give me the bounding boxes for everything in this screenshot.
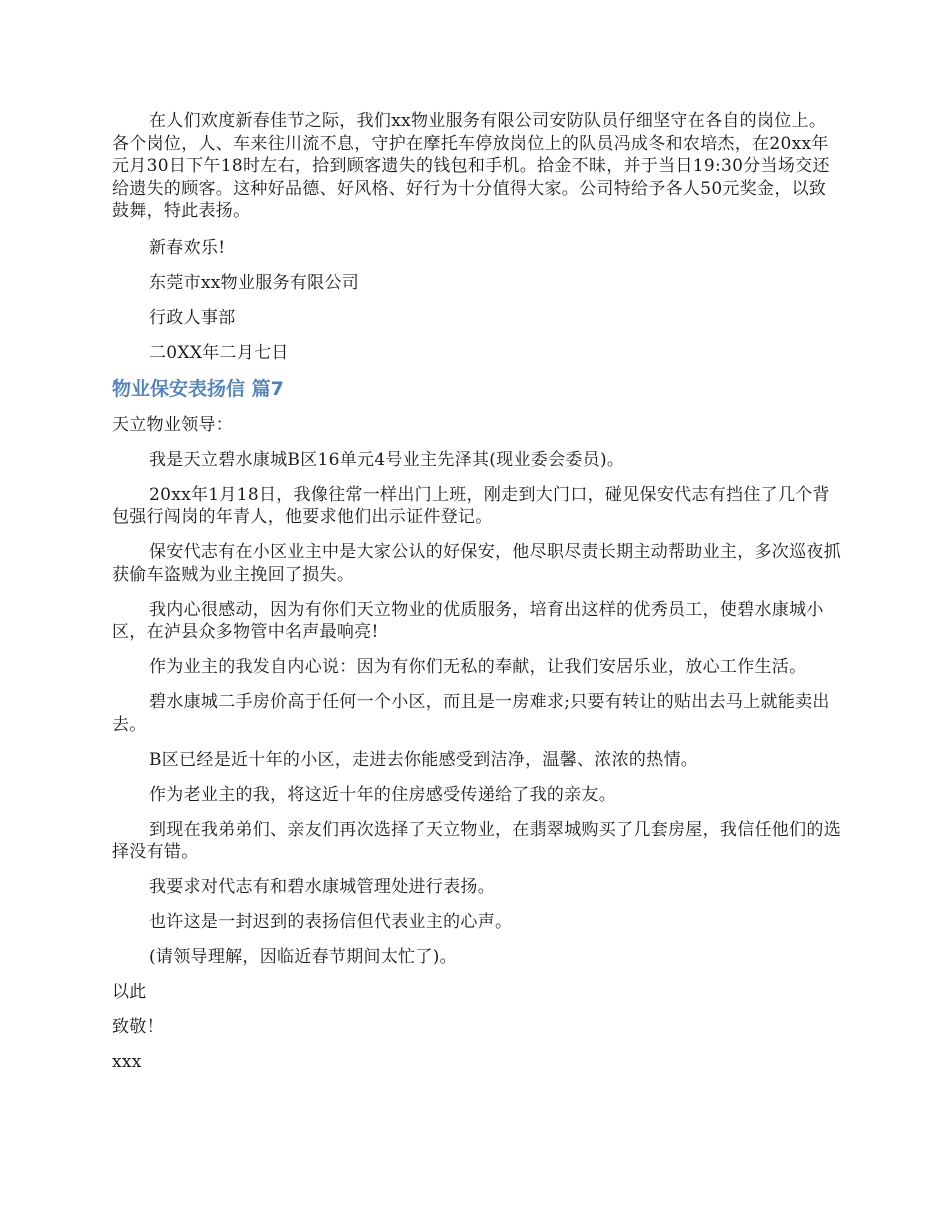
letter-paragraph: 作为业主的我发自内心说：因为有你们无私的奉献，让我们安居乐业，放心工作生活。 (149, 657, 807, 677)
document-page (112, 110, 842, 1086)
award-notice-paragraph: 在人们欢度新春佳节之际，我们xx物业服务有限公司安防队员仔细坚守在各自的岗位上。各个岗位，人、车来往川流不息，守护在摩托车停放岗位上的队员冯成冬和农培杰，在20xx年元月30日下午18时左右，拾到顾客遗失的钱包和手机。拾金不昧，并于当日19:30分当场交还给遗失的顾客。这种好品德、好风格、好行为十分值得大家。公司特给予各人50元奖金，以致鼓舞，特此表扬。 (112, 111, 830, 221)
greeting-line: 新春欢乐! (149, 237, 226, 258)
department-name: 行政人事部 (149, 307, 236, 328)
letter-paragraph: 也许这是一封迟到的表扬信但代表业主的心声。 (149, 912, 513, 932)
letter-paragraph: 到现在我弟弟们、亲友们再次选择了天立物业，在翡翠城购买了几套房屋，我信任他们的选择没有错。 (112, 819, 841, 862)
salute-line: 致敬！ (112, 1017, 164, 1037)
letter-paragraph: 保安代志有在小区业主中是大家公认的好保安，他尽职尽责长期主动帮助业主，多次巡夜抓获偷车盗贼为业主挽回了损失。 (112, 542, 841, 585)
letter-paragraph: 我内心很感动，因为有你们天立物业的优质服务，培育出这样的优秀员工，使碧水康城小区，在泸县众多物管中名声最响亮! (112, 599, 824, 642)
section-heading: 物业保安表扬信 篇7 (112, 377, 284, 400)
letter-paragraph: (请领导理解，因临近春节期间太忙了)。 (149, 947, 457, 967)
letter-paragraph: 我是天立碧水康城B区16单元4号业主先泽其(现业委会委员)。 (149, 449, 625, 470)
company-name: 东莞市xx物业服务有限公司 (149, 272, 360, 293)
letter-paragraph: 碧水康城二手房价高于任何一个小区，而且是一房难求;只要有转让的贴出去马上就能卖出去。 (112, 692, 830, 735)
notice-date: 二0XX年二月七日 (149, 342, 289, 363)
letter-salutation: 天立物业领导： (112, 414, 234, 435)
closing-line: 以此 (112, 982, 147, 1002)
letter-paragraph: 20xx年1月18日，我像往常一样出门上班，刚走到大门口，碰见保安代志有挡住了几个背包强行闯岗的年青人，他要求他们出示证件登记。 (112, 484, 830, 527)
letter-paragraph: 我要求对代志有和碧水康城管理处进行表扬。 (149, 877, 495, 897)
signature: xxx (112, 1052, 142, 1072)
letter-paragraph: B区已经是近十年的小区，走进去你能感受到洁净，温馨、浓浓的热情。 (149, 749, 699, 770)
letter-paragraph: 作为老业主的我，将这近十年的住房感受传递给了我的亲友。 (149, 784, 617, 805)
